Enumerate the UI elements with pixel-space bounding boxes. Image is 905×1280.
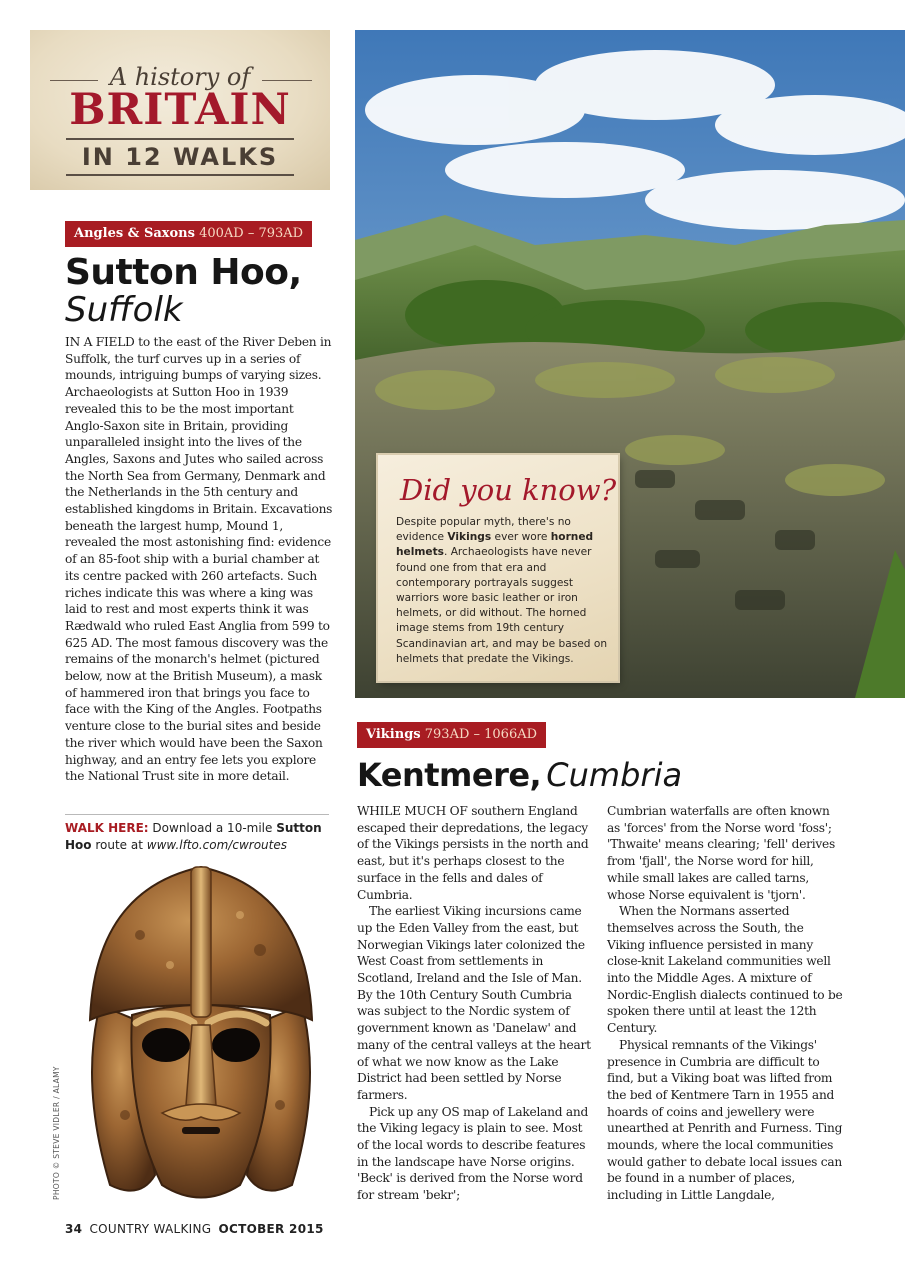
era-label: Vikings [366,727,421,742]
photo-credit: PHOTO © STEVE VIDLER / ALAMY [52,1066,61,1200]
dyk-text-3: . Archaeologists have never found one from that era and contemporary portrayals suggest warriors wore basic leather or iron helmets, or did without. The horned image stems from 19th century Scandinavian art, and may be based on helmets that predate the Vikings. [396,546,608,665]
did-you-know-box [378,455,618,681]
era-tag-vikings [357,722,546,748]
kentmere-title: Kentmere, [357,756,542,794]
did-you-know-text [396,515,610,667]
era-dates: 400AD – 793AD [199,226,304,241]
masthead-in-12-walks: IN 12 WALKS [66,138,294,176]
sutton-hoo-body [65,334,333,785]
walk-route-name: Sutton Hoo [65,821,322,852]
section-divider [65,814,329,815]
kentmere-paragraph: The earliest Viking incursions came up the Eden Valley from the east, but Norwegian Vikings later colonized the West Coast from settlements in Scotland, Ireland and the Isle of Man. By the 10th Century South Cumbria was subject to the Nordic system of government known as 'Danelaw' and many of the central valleys at the heart of what we now know as the Lake District had been settled by Norse farmers. [357,904,591,1102]
suffolk-subtitle: Suffolk [65,290,183,330]
walk-route-link[interactable]: www.lfto.com/cwroutes [146,838,287,852]
dyk-bold-vikings: Vikings [447,531,492,544]
kentmere-body-right [607,803,843,1204]
dyk-text-1: Despite popular myth, there's no evidence [396,516,571,544]
masthead-britain: BRITAIN [69,85,291,135]
did-you-know-title: Did you know? [400,473,617,507]
kentmere-paragraph: Cumbrian waterfalls are often known as 'forces' from the Norse word 'foss'; 'Thwaite' means clearing; 'fell' derives from 'fjall', the Norse word for hill, while small lakes are called tarns, whose Norse equivalent is 'tjorn'. [607,804,836,902]
kentmere-paragraph: WHILE MUCH OF southern England escaped their depredations, the legacy of the Vikings persists in the north and east, but it's perhaps closest to the surface in the fells and dales of Cumbria. [357,804,589,902]
sutton-hoo-helmet-image [70,855,332,1215]
kentmere-heading [357,756,682,794]
issue-date: OCTOBER 2015 [218,1222,324,1236]
walk-here-box [65,820,335,854]
kentmere-paragraph: When the Normans asserted themselves across the South, the Viking influence persisted in many close-knit Lakeland communities well into the Middle Ages. A mixture of Nordic-English dialects continued to be spoken there until at least the 12th Century. [607,904,843,1036]
kentmere-body-left [357,803,591,1204]
cumbria-subtitle: Cumbria [546,756,683,794]
walk-here-text-1: Download a 10-mile [152,821,273,835]
kentmere-paragraph: Pick up any OS map of Lakeland and the Viking legacy is plain to see. Most of the local words to describe features in the landscape have Norse origins. 'Beck' is derived from the Norse word for stream 'bekr'; [357,1104,589,1203]
era-tag-angles-saxons [65,221,312,247]
sutton-hoo-title: Sutton Hoo, [65,252,302,293]
walk-here-label: WALK HERE: [65,821,149,835]
sutton-hoo-paragraph: IN A FIELD to the east of the River Deben in Suffolk, the turf curves up in a series of mounds, intriguing bumps of varying sizes. Archaeologists at Sutton Hoo in 1939 revealed this to be the most important Anglo-Saxon site in Britain, providing unparalleled insight into the lives of the Angles, Saxons and Jutes who sailed across the North Sea from Germany, Denmark and the Netherlands in the 5th century and established kingdoms in Britain. Excavations beneath the largest hump, Mound 1, revealed the most astonishing find: evidence of an 85-foot ship with a burial chamber at its centre packed with 260 artefacts. Such riches indicate this was where a king was laid to rest and most experts think it was Rædwald who ruled East Anglia from 599 to 625 AD. The most famous discovery was the remains of the monarch's helmet (pictured below, now at the British Museum), a mask of hammered iron that brings you face to face with the King of the Angles. Footpaths venture close to the burial sites and beside the river which would have been the Saxon highway, and an entry fee lets you explore the National Trust site in more detail. [65,335,333,784]
page-footer [65,1222,324,1236]
series-masthead [30,30,330,190]
kentmere-paragraph: Physical remnants of the Vikings' presence in Cumbria are difficult to find, but a Viking boat was lifted from the bed of Kentmere Tarn in 1955 and hoards of coins and jewellery were unearthed at Penrith and Furness. Ting mounds, where the local communities would gather to debate local issues can be found in a number of places, including in Little Langdale, [607,1037,843,1203]
walk-here-text-2: route at [95,838,143,852]
masthead-line-a-history: A history of [109,63,251,91]
dyk-text-2: ever wore [494,531,548,544]
dyk-bold-horned-helmets: horned helmets [396,531,594,559]
era-label: Angles & Saxons [74,226,195,241]
magazine-name: COUNTRY WALKING [89,1222,212,1236]
page-number: 34 [65,1222,83,1236]
era-dates: 793AD – 1066AD [424,727,538,742]
